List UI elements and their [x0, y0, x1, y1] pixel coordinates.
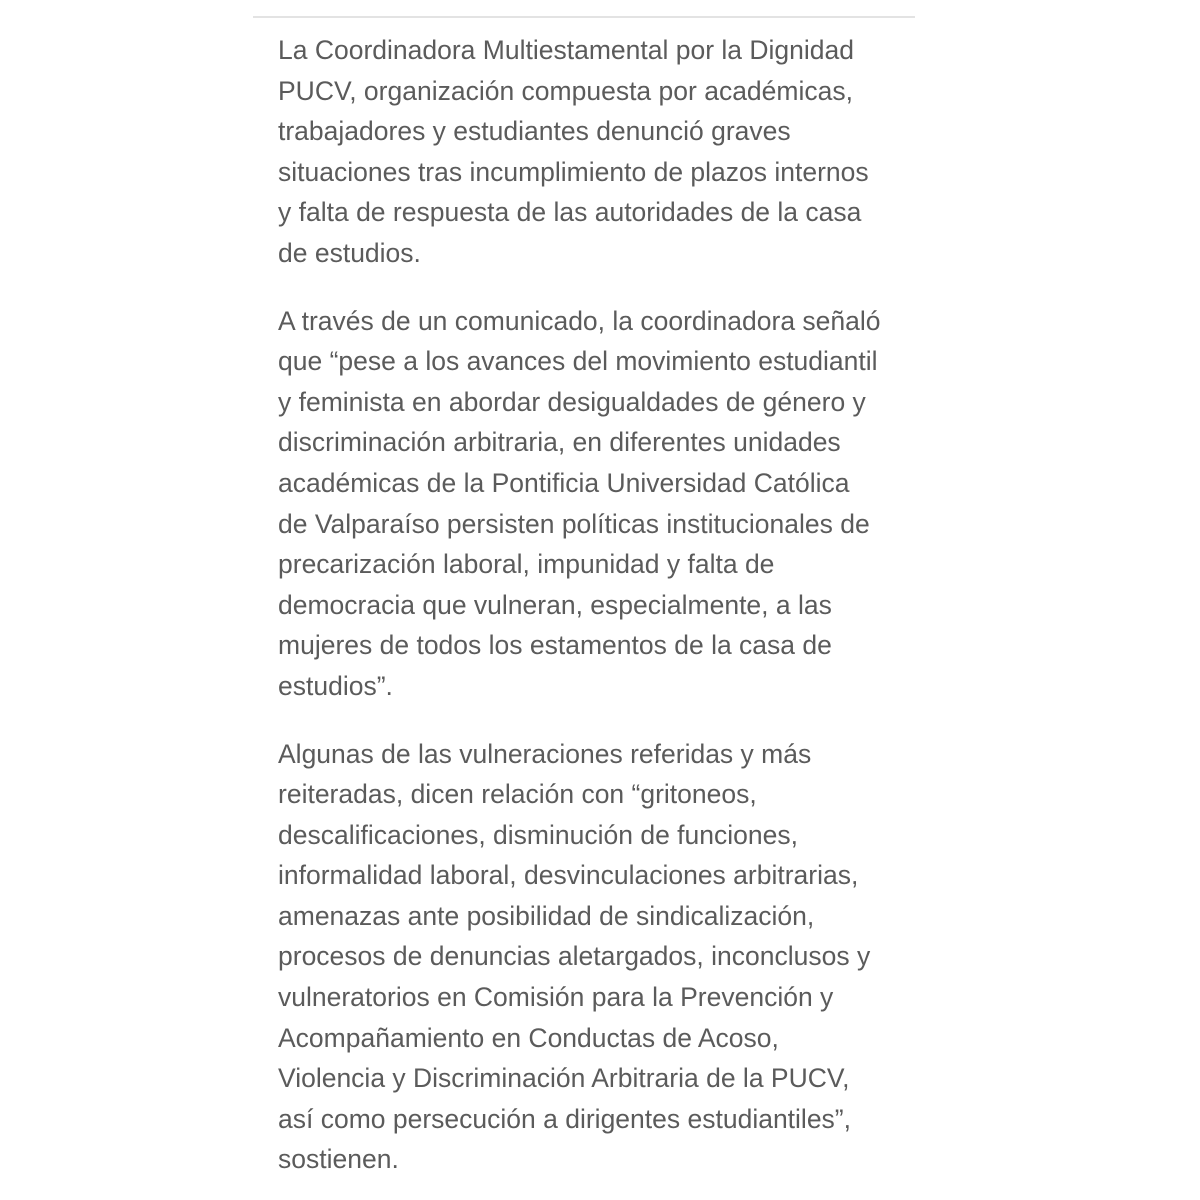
- article-paragraph-1: La Coordinadora Multiestamental por la Dignidad PUCV, organización compuesta por académicas, trabajadores y estudiantes denunció graves situaciones tras incumplimiento de plazos internos y falta de respuesta de las autoridades de la casa de estudios.: [278, 35, 869, 268]
- article-paragraph-3: Algunas de las vulneraciones referidas y más reiteradas, dicen relación con “gritoneos, descalificaciones, disminución de funciones, informalidad laboral, desvinculaciones arbitrarias, amenazas ante posibilidad de sindicalización, procesos de denuncias aletargados, inconclusos y vulneratorios en Comisión para la Prevención y Acompañamiento en Conductas de Acoso, Violencia y Discriminación Arbitraria de la PUCV, así como persecución a dirigentes estudiantiles”, sostienen.: [278, 738, 871, 1175]
- article-body: [278, 30, 918, 1200]
- article-paragraph-2: A través de un comunicado, la coordinadora señaló que “pese a los avances del movimiento estudiantil y feminista en abordar desigualdades de género y discriminación arbitraria, en diferentes unidades académicas de la Pontificia Universidad Católica de Valparaíso persisten políticas institucionales de precarización laboral, impunidad y falta de democracia que vulneran, especialmente, a las mujeres de todos los estamentos de la casa de estudios”.: [278, 305, 881, 701]
- top-divider: [253, 16, 915, 18]
